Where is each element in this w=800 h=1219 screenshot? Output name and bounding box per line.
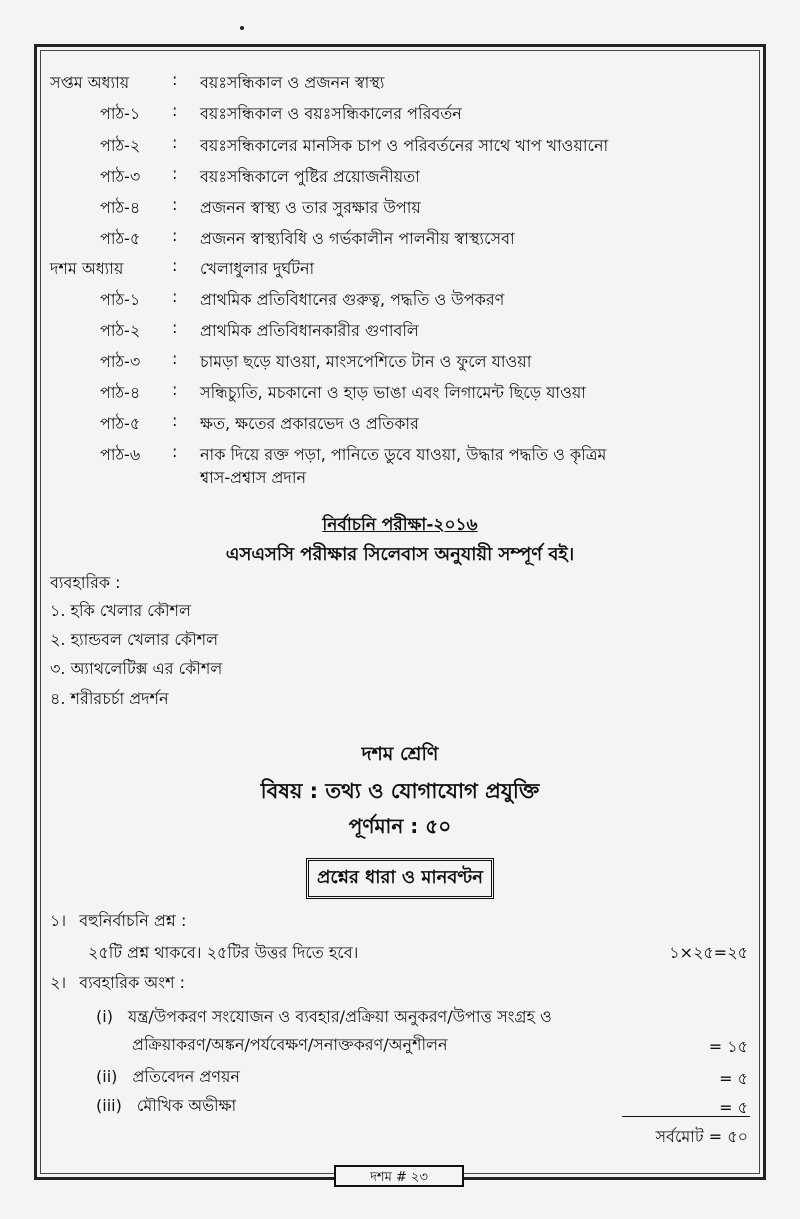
lesson-label: পাঠ-৩ xyxy=(100,352,141,371)
lesson-title: বয়ঃসন্ধিকাল ও বয়ঃসন্ধিকালের পরিবর্তন xyxy=(200,104,462,123)
q2-title: ব্যবহারিক অংশ : xyxy=(79,973,186,992)
q2-item-number: (i) xyxy=(96,1007,113,1026)
lesson-sep: : xyxy=(172,164,178,183)
q2-item-continuation: প্রক্রিয়াকরণ/অঙ্কন/পর্যবেক্ষণ/সনাক্তকরণ/অনুশীলন xyxy=(132,1035,448,1054)
lesson-label: পাঠ-২ xyxy=(100,136,141,155)
lesson-title-continuation: শ্বাস-প্রশ্বাস প্রদান xyxy=(200,468,307,487)
exam-heading-text: নির্বাচনি পরীক্ষা-২০১৬ xyxy=(322,515,478,535)
pattern-box-label: প্রশ্নের ধারা ও মানবণ্টন xyxy=(306,858,494,899)
q2-item-text: মৌখিক অভীক্ষা xyxy=(136,1096,237,1115)
chapter10-sep: : xyxy=(172,256,178,275)
practical-item: ৪. শরীরচর্চা প্রদর্শন xyxy=(50,689,169,708)
q2-item-number: (iii) xyxy=(96,1096,122,1115)
q2-number: ২। xyxy=(50,973,67,992)
lesson-sep: : xyxy=(172,411,178,430)
chapter7-label: সপ্তম অধ্যায় xyxy=(50,73,130,92)
lesson-sep: : xyxy=(172,226,178,245)
grand-total: সর্বমোট = ৫০ xyxy=(655,1127,748,1146)
lesson-title: নাক দিয়ে রক্ত পড়া, পানিতে ডুবে যাওয়া, উদ্ধার পদ্ধতি ও কৃত্রিম xyxy=(200,445,607,464)
lesson-label: পাঠ-৪ xyxy=(100,198,141,217)
q2-item-number: (ii) xyxy=(96,1067,118,1086)
lesson-title: প্রজনন স্বাস্থ্যবিধি ও গর্ভকালীন পালনীয় স্বাস্থ্যসেবা xyxy=(200,229,515,248)
full-marks: পূর্ণমান : ৫০ xyxy=(348,814,452,838)
lesson-label: পাঠ-৩ xyxy=(100,167,141,186)
lesson-sep: : xyxy=(172,195,178,214)
lesson-sep: : xyxy=(172,442,178,461)
pattern-box xyxy=(0,858,800,899)
subject-heading: বিষয় : তথ্য ও যোগাযোগ প্রযুক্তি xyxy=(260,779,540,803)
q2-item-marks: = ৫ xyxy=(719,1069,748,1088)
q2-item xyxy=(96,1064,240,1091)
lesson-title: প্রাথমিক প্রতিবিধানের গুরুত্ব, পদ্ধতি ও উপকরণ xyxy=(200,290,505,309)
q2-item-text: প্রতিবেদন প্রণয়ন xyxy=(132,1067,240,1086)
q1-title: বহুনির্বাচনি প্রশ্ন : xyxy=(79,911,187,930)
lesson-title: বয়ঃসন্ধিকালের মানসিক চাপ ও পরিবর্তনের সাথে খাপ খাওয়ানো xyxy=(200,136,609,155)
lesson-sep: : xyxy=(172,349,178,368)
lesson-sep: : xyxy=(172,287,178,306)
q1-marks: ১×২৫=২৫ xyxy=(669,943,748,962)
lesson-title: প্রজনন স্বাস্থ্য ও তার সুরক্ষার উপায় xyxy=(200,198,421,217)
lesson-label: পাঠ-২ xyxy=(100,321,141,340)
lesson-sep: : xyxy=(172,101,178,120)
chapter7-sep: : xyxy=(172,70,178,89)
q2-item-marks: = ৫ xyxy=(719,1098,748,1117)
practical-item: ১. হকি খেলার কৌশল xyxy=(50,601,191,620)
lesson-label: পাঠ-১ xyxy=(100,290,141,309)
lesson-sep: : xyxy=(172,380,178,399)
q2-item-marks: = ১৫ xyxy=(708,1037,748,1056)
lesson-title: চামড়া ছড়ে যাওয়া, মাংসপেশিতে টান ও ফুলে যাওয়া xyxy=(200,352,532,371)
lesson-label: পাঠ-৪ xyxy=(100,383,141,402)
q2-item-text: যন্ত্র/উপকরণ সংযোজন ও ব্যবহার/প্রক্রিয়া অনুকরণ/উপাত্ত সংগ্রহ ও xyxy=(128,1007,552,1026)
lesson-label: পাঠ-৬ xyxy=(100,445,141,464)
q1-heading xyxy=(50,908,186,935)
q2-heading xyxy=(50,970,185,997)
lesson-title: বয়ঃসন্ধিকালে পুষ্টির প্রয়োজনীয়তা xyxy=(200,167,420,186)
practical-item: ২. হ্যান্ডবল খেলার কৌশল xyxy=(50,630,219,649)
total-rule xyxy=(622,1116,750,1117)
q2-item xyxy=(96,1093,236,1120)
speck xyxy=(240,26,244,30)
lesson-label: পাঠ-৫ xyxy=(100,414,141,433)
lesson-title: সন্ধিচ্যুতি, মচকানো ও হাড় ভাঙা এবং লিগামেন্ট ছিড়ে যাওয়া xyxy=(200,383,586,402)
lesson-label: পাঠ-৫ xyxy=(100,229,141,248)
lesson-title: ক্ষত, ক্ষতের প্রকারভেদ ও প্রতিকার xyxy=(200,414,419,433)
lesson-sep: : xyxy=(172,133,178,152)
lesson-label: পাঠ-১ xyxy=(100,104,141,123)
chapter7-title: বয়ঃসন্ধিকাল ও প্রজনন স্বাস্থ্য xyxy=(200,73,385,92)
q1-description: ২৫টি প্রশ্ন থাকবে। ২৫টির উত্তর দিতে হবে। xyxy=(88,943,359,962)
class-heading: দশম শ্রেণি xyxy=(361,743,439,765)
chapter10-title: খেলাধুলার দুর্ঘটনা xyxy=(200,259,315,278)
chapter10-label: দশম অধ্যায় xyxy=(50,259,124,278)
practical-heading: ব্যবহারিক : xyxy=(50,573,121,592)
q2-item xyxy=(96,1004,552,1031)
q1-number: ১। xyxy=(50,911,67,930)
exam-heading xyxy=(0,512,800,540)
exam-subheading: এসএসসি পরীক্ষার সিলেবাস অনুযায়ী সম্পূর্ণ বই। xyxy=(225,544,575,565)
lesson-title: প্রাথমিক প্রতিবিধানকারীর গুণাবলি xyxy=(200,321,419,340)
practical-item: ৩. অ্যাথলেটিক্স এর কৌশল xyxy=(50,659,223,678)
lesson-sep: : xyxy=(172,318,178,337)
page-number-tag: দশম # ২৩ xyxy=(334,1165,464,1187)
